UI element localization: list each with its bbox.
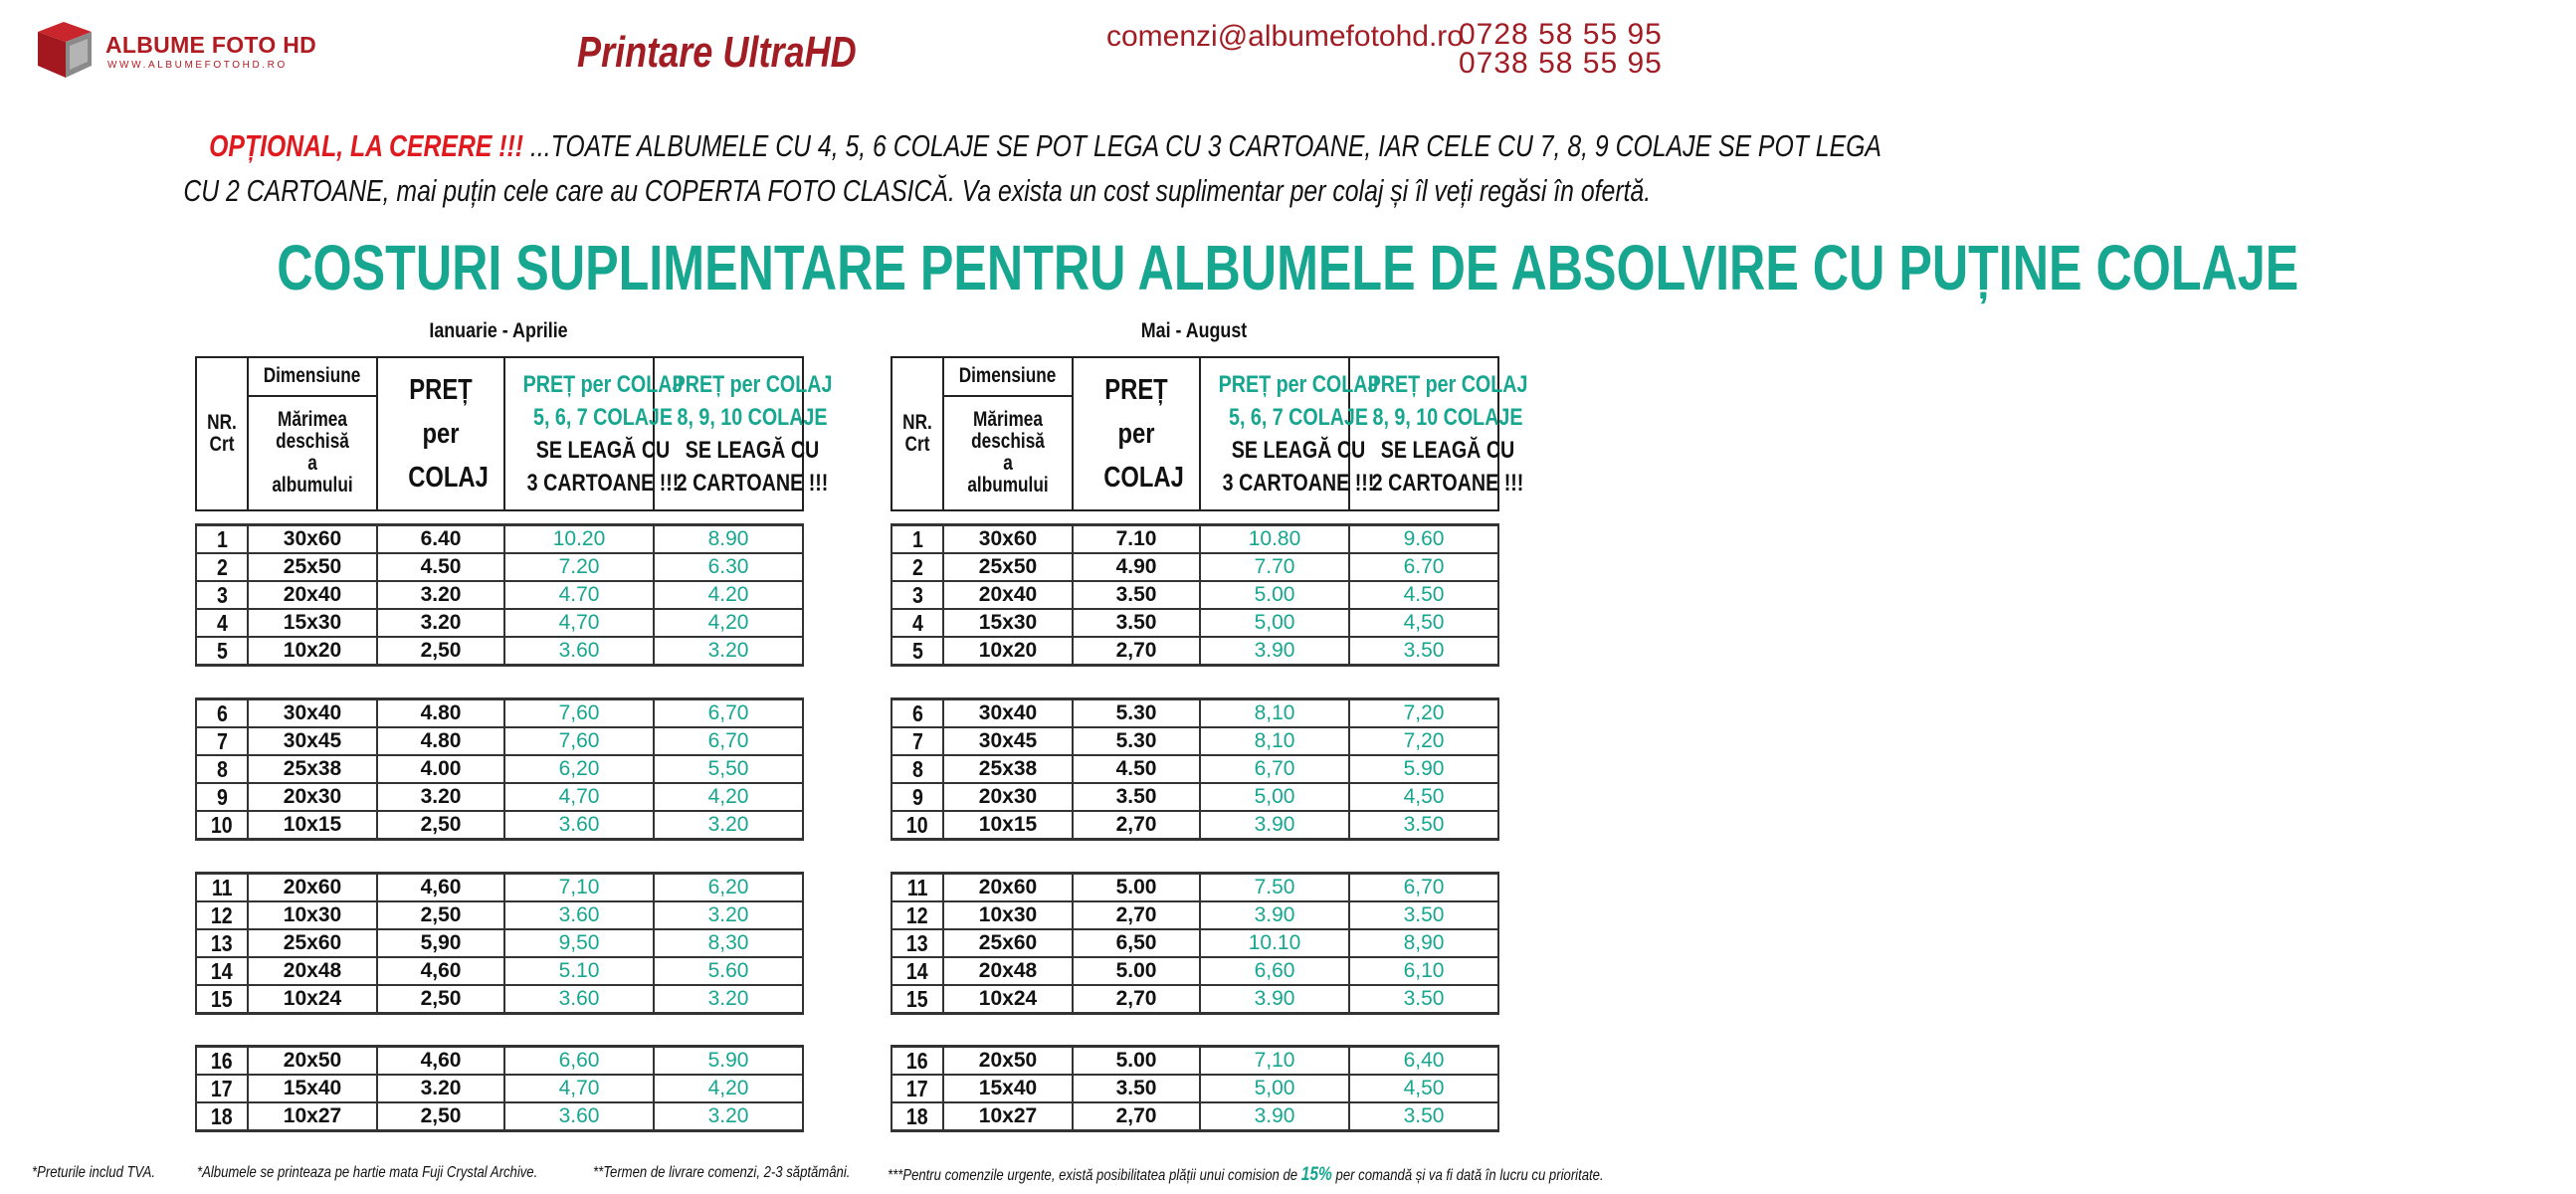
- price-2-boards: 7,20: [1349, 727, 1498, 755]
- price-2-boards: 3.50: [1349, 901, 1498, 929]
- row-number: 6: [196, 699, 248, 728]
- album-size: 20x60: [943, 874, 1073, 902]
- price-3-boards: 3.60: [504, 637, 654, 666]
- price-2-boards: 3.20: [654, 985, 803, 1014]
- row-number: 14: [196, 957, 248, 985]
- price-2-boards: 4,20: [654, 783, 803, 811]
- header-open-size: Mărimea deschisă a albumului: [943, 396, 1073, 511]
- row-number: 1: [196, 525, 248, 554]
- row-group-1: [891, 523, 1499, 667]
- footnote-delivery: **Termen de livrare comenzi, 2-3 săptămâni.: [593, 1164, 851, 1181]
- table-row: [196, 609, 803, 637]
- table-row: [892, 985, 1498, 1014]
- brand-url: WWW.ALBUMEFOTOHD.RO: [107, 60, 288, 71]
- main-title: COSTURI SUPLIMENTARE PENTRU ALBUMELE DE ABSOLVIRE CU PUȚINE COLAJE: [277, 232, 2299, 303]
- price-3-boards: 4,70: [504, 1075, 654, 1102]
- price-2-boards: 4,50: [1349, 783, 1498, 811]
- price-3-boards: 8,10: [1200, 699, 1349, 728]
- header-price-2-boards: PREȚ per COLAJ 8, 9, 10 COLAJE SE LEAGĂ CU 2 CARTOANE !!!: [1349, 357, 1498, 510]
- price-2-boards: 6.30: [654, 553, 803, 581]
- album-size: 15x30: [248, 609, 377, 637]
- table-row: [892, 783, 1498, 811]
- row-number: 12: [892, 901, 943, 929]
- row-group-4: [891, 1045, 1499, 1132]
- price-2-boards: 3.50: [1349, 637, 1498, 666]
- price-3-boards: 10.10: [1200, 929, 1349, 957]
- album-size: 15x30: [943, 609, 1073, 637]
- price-per-collage: 2,70: [1073, 1102, 1200, 1131]
- price-per-collage: 5.30: [1073, 699, 1200, 728]
- album-size: 20x40: [943, 581, 1073, 609]
- price-per-collage: 2,70: [1073, 811, 1200, 840]
- album-size: 25x50: [248, 553, 377, 581]
- table-row: [196, 699, 803, 728]
- price-3-boards: 3.90: [1200, 811, 1349, 840]
- album-size: 25x38: [248, 755, 377, 783]
- price-3-boards: 5,00: [1200, 609, 1349, 637]
- brand-logo: [36, 22, 334, 82]
- table-row: [892, 581, 1498, 609]
- row-number: 3: [196, 581, 248, 609]
- price-2-boards: 8.90: [654, 525, 803, 554]
- price-3-boards: 5,00: [1200, 783, 1349, 811]
- album-size: 15x40: [248, 1075, 377, 1102]
- album-size: 20x30: [248, 783, 377, 811]
- tagline: Printare UltraHD: [577, 28, 857, 77]
- row-number: 3: [892, 581, 943, 609]
- table-row: [196, 929, 803, 957]
- row-group-1: [195, 523, 804, 667]
- price-2-boards: 5.90: [654, 1047, 803, 1076]
- price-per-collage: 2,50: [377, 985, 504, 1014]
- album-size: 10x27: [943, 1102, 1073, 1131]
- price-3-boards: 10.20: [504, 525, 654, 554]
- row-number: 15: [196, 985, 248, 1014]
- price-3-boards: 7,60: [504, 727, 654, 755]
- table-row: [892, 901, 1498, 929]
- price-per-collage: 2,50: [377, 1102, 504, 1131]
- row-number: 4: [196, 609, 248, 637]
- row-number: 8: [892, 755, 943, 783]
- row-number: 16: [892, 1047, 943, 1076]
- row-group-2: [195, 697, 804, 841]
- price-per-collage: 3.20: [377, 783, 504, 811]
- footnote-paper: *Albumele se printeaza pe hartie mata Fuji Crystal Archive.: [197, 1164, 538, 1181]
- table-row: [196, 553, 803, 581]
- album-size: 25x38: [943, 755, 1073, 783]
- price-3-boards: 3.60: [504, 811, 654, 840]
- table-row: [196, 783, 803, 811]
- notice-line-1: ...TOATE ALBUMELE CU 4, 5, 6 COLAJE SE POT LEGA CU 3 CARTOANE, IAR CELE CU 7, 8, 9 COLAJE SE POT LEGA: [523, 128, 1882, 163]
- notice-line-2: CU 2 CARTOANE, mai puțin cele care au COPERTA FOTO CLASICĂ. Va exista un cost suplimentar per colaj și îl veți regăsi în ofertă.: [183, 173, 1652, 208]
- row-group-4: [195, 1045, 804, 1132]
- table-row: [196, 581, 803, 609]
- price-2-boards: 6,20: [654, 874, 803, 902]
- row-number: 5: [892, 637, 943, 666]
- table-row: [892, 1047, 1498, 1076]
- price-3-boards: 7,10: [1200, 1047, 1349, 1076]
- row-number: 13: [892, 929, 943, 957]
- price-3-boards: 3.60: [504, 985, 654, 1014]
- header-dimension: Dimensiune: [248, 357, 377, 396]
- price-2-boards: 3.50: [1349, 985, 1498, 1014]
- price-2-boards: 9.60: [1349, 525, 1498, 554]
- table-row: [196, 957, 803, 985]
- album-size: 10x15: [248, 811, 377, 840]
- album-size: 30x40: [248, 699, 377, 728]
- row-number: 16: [196, 1047, 248, 1076]
- price-2-boards: 6.70: [1349, 553, 1498, 581]
- table-row: [196, 874, 803, 902]
- table-row: [892, 929, 1498, 957]
- row-number: 18: [892, 1102, 943, 1131]
- price-per-collage: 3.50: [1073, 783, 1200, 811]
- row-number: 2: [196, 553, 248, 581]
- price-3-boards: 7,10: [504, 874, 654, 902]
- price-3-boards: 7.70: [1200, 553, 1349, 581]
- price-2-boards: 4,50: [1349, 1075, 1498, 1102]
- price-2-boards: 6,70: [1349, 874, 1498, 902]
- price-3-boards: 4.70: [504, 581, 654, 609]
- row-number: 9: [892, 783, 943, 811]
- row-number: 8: [196, 755, 248, 783]
- row-number: 13: [196, 929, 248, 957]
- price-per-collage: 4.50: [1073, 755, 1200, 783]
- header-price: PREȚ per COLAJ: [1073, 357, 1200, 510]
- album-size: 10x20: [248, 637, 377, 666]
- price-per-collage: 5.30: [1073, 727, 1200, 755]
- price-2-boards: 8,90: [1349, 929, 1498, 957]
- price-per-collage: 4.00: [377, 755, 504, 783]
- price-2-boards: 7,20: [1349, 699, 1498, 728]
- row-number: 17: [196, 1075, 248, 1102]
- header-price: PREȚ per COLAJ: [377, 357, 504, 510]
- album-size: 30x45: [943, 727, 1073, 755]
- table-row: [892, 1075, 1498, 1102]
- row-number: 14: [892, 957, 943, 985]
- header-price-3-boards: PREȚ per COLAJ 5, 6, 7 COLAJE SE LEAGĂ CU 3 CARTOANE !!!: [1200, 357, 1349, 510]
- phone-2[interactable]: 0738 58 55 95: [1459, 47, 1663, 80]
- row-number: 7: [892, 727, 943, 755]
- price-3-boards: 9,50: [504, 929, 654, 957]
- table-row: [196, 637, 803, 666]
- row-number: 1: [892, 525, 943, 554]
- table-row: [196, 985, 803, 1014]
- album-size: 30x60: [248, 525, 377, 554]
- header-price-2-boards: PREȚ per COLAJ 8, 9, 10 COLAJE SE LEAGĂ CU 2 CARTOANE !!!: [654, 357, 803, 510]
- row-number: 15: [892, 985, 943, 1014]
- row-number: 5: [196, 637, 248, 666]
- price-3-boards: 4,70: [504, 783, 654, 811]
- price-3-boards: 3.90: [1200, 1102, 1349, 1131]
- table-header: [195, 356, 833, 511]
- price-per-collage: 6.40: [377, 525, 504, 554]
- price-2-boards: 3.20: [654, 1102, 803, 1131]
- notice-highlight: OPȚIONAL, LA CERERE !!!: [209, 128, 524, 163]
- album-size: 20x48: [943, 957, 1073, 985]
- table-row: [892, 874, 1498, 902]
- price-2-boards: 4,20: [654, 609, 803, 637]
- table-row: [892, 553, 1498, 581]
- row-number: 17: [892, 1075, 943, 1102]
- album-size: 20x50: [943, 1047, 1073, 1076]
- album-size: 30x60: [943, 525, 1073, 554]
- price-per-collage: 2,50: [377, 811, 504, 840]
- price-2-boards: 4.20: [654, 581, 803, 609]
- price-per-collage: 4,60: [377, 874, 504, 902]
- price-2-boards: 4,20: [654, 1075, 803, 1102]
- price-3-boards: 3.60: [504, 1102, 654, 1131]
- table-row: [196, 1047, 803, 1076]
- price-2-boards: 4.50: [1349, 581, 1498, 609]
- contact-email[interactable]: comenzi@albumefotohd.ro: [1106, 20, 1464, 53]
- header-price-3-boards: PREȚ per COLAJ 5, 6, 7 COLAJE SE LEAGĂ CU 3 CARTOANE !!!: [504, 357, 654, 510]
- row-number: 18: [196, 1102, 248, 1131]
- price-per-collage: 3.50: [1073, 609, 1200, 637]
- album-size: 10x30: [943, 901, 1073, 929]
- price-3-boards: 5.10: [504, 957, 654, 985]
- album-size: 10x27: [248, 1102, 377, 1131]
- price-3-boards: 10.80: [1200, 525, 1349, 554]
- row-number: 10: [196, 811, 248, 840]
- season-label: Mai - August: [1140, 319, 1248, 342]
- album-size: 20x60: [248, 874, 377, 902]
- album-size: 10x24: [248, 985, 377, 1014]
- price-2-boards: 3.50: [1349, 811, 1498, 840]
- price-2-boards: 6,70: [654, 727, 803, 755]
- price-2-boards: 3.20: [654, 901, 803, 929]
- price-3-boards: 7.20: [504, 553, 654, 581]
- table-row: [892, 609, 1498, 637]
- season-label: Ianuarie - Aprilie: [429, 319, 568, 342]
- price-per-collage: 3.50: [1073, 1075, 1200, 1102]
- row-number: 4: [892, 609, 943, 637]
- price-per-collage: 2,70: [1073, 985, 1200, 1014]
- price-3-boards: 6,60: [504, 1047, 654, 1076]
- album-size: 25x50: [943, 553, 1073, 581]
- price-per-collage: 3.50: [1073, 581, 1200, 609]
- header-open-size: Mărimea deschisă a albumului: [248, 396, 377, 511]
- price-3-boards: 3.90: [1200, 985, 1349, 1014]
- row-number: 9: [196, 783, 248, 811]
- table-row: [892, 727, 1498, 755]
- row-group-3: [891, 872, 1499, 1015]
- album-size: 30x45: [248, 727, 377, 755]
- row-number: 11: [196, 874, 248, 902]
- table-row: [196, 525, 803, 554]
- price-per-collage: 2,50: [377, 901, 504, 929]
- footnote-vat: *Preturile includ TVA.: [32, 1164, 155, 1181]
- header-nr: NR. Crt: [196, 357, 248, 510]
- table-row: [892, 525, 1498, 554]
- table-row: [196, 1102, 803, 1131]
- album-cube-icon: [36, 22, 96, 78]
- price-2-boards: 3.20: [654, 811, 803, 840]
- album-size: 20x48: [248, 957, 377, 985]
- table-row: [196, 1075, 803, 1102]
- price-per-collage: 2,70: [1073, 901, 1200, 929]
- price-per-collage: 5.00: [1073, 874, 1200, 902]
- row-number: 12: [196, 901, 248, 929]
- price-3-boards: 8,10: [1200, 727, 1349, 755]
- phone-1[interactable]: 0728 58 55 95: [1459, 18, 1663, 51]
- price-3-boards: 6,20: [504, 755, 654, 783]
- price-3-boards: 3.60: [504, 901, 654, 929]
- brand-name: ALBUME FOTO HD: [105, 32, 317, 58]
- price-2-boards: 5.90: [1349, 755, 1498, 783]
- price-per-collage: 2,50: [377, 637, 504, 666]
- row-group-2: [891, 697, 1499, 841]
- price-3-boards: 5.00: [1200, 581, 1349, 609]
- price-per-collage: 3.20: [377, 609, 504, 637]
- price-per-collage: 2,70: [1073, 637, 1200, 666]
- urgent-commission-percent: 15%: [1300, 1164, 1332, 1185]
- price-per-collage: 3.20: [377, 581, 504, 609]
- table-row: [892, 699, 1498, 728]
- price-2-boards: 6,10: [1349, 957, 1498, 985]
- price-per-collage: 7.10: [1073, 525, 1200, 554]
- album-size: 10x24: [943, 985, 1073, 1014]
- price-per-collage: 5,90: [377, 929, 504, 957]
- price-per-collage: 4.80: [377, 727, 504, 755]
- contact-phones: [1459, 20, 1663, 78]
- price-2-boards: 3.20: [654, 637, 803, 666]
- price-2-boards: 8,30: [654, 929, 803, 957]
- price-2-boards: 5,50: [654, 755, 803, 783]
- price-per-collage: 5.00: [1073, 957, 1200, 985]
- table-row: [892, 755, 1498, 783]
- price-3-boards: 6,60: [1200, 957, 1349, 985]
- row-group-3: [195, 872, 804, 1015]
- optional-notice: [0, 123, 1882, 213]
- table-row: [892, 811, 1498, 840]
- album-size: 25x60: [248, 929, 377, 957]
- album-size: 15x40: [943, 1075, 1073, 1102]
- price-per-collage: 4,60: [377, 957, 504, 985]
- price-3-boards: 5,00: [1200, 1075, 1349, 1102]
- price-per-collage: 4.80: [377, 699, 504, 728]
- album-size: 20x30: [943, 783, 1073, 811]
- price-3-boards: 3.90: [1200, 637, 1349, 666]
- price-2-boards: 6,70: [654, 699, 803, 728]
- price-2-boards: 5.60: [654, 957, 803, 985]
- price-2-boards: 3.50: [1349, 1102, 1498, 1131]
- row-number: 10: [892, 811, 943, 840]
- row-number: 11: [892, 874, 943, 902]
- price-3-boards: 6,70: [1200, 755, 1349, 783]
- header-nr: NR. Crt: [892, 357, 943, 510]
- album-size: 20x40: [248, 581, 377, 609]
- table-header: [891, 356, 1528, 511]
- price-3-boards: 3.90: [1200, 901, 1349, 929]
- price-per-collage: 4,60: [377, 1047, 504, 1076]
- album-size: 10x20: [943, 637, 1073, 666]
- table-row: [196, 755, 803, 783]
- footnote-urgent: ***Pentru comenzile urgente, există posibilitatea plății unui comision de 15% per comandă și va fi dată în lucru cu prioritate.: [888, 1164, 1604, 1185]
- price-per-collage: 6,50: [1073, 929, 1200, 957]
- price-per-collage: 4.50: [377, 553, 504, 581]
- price-3-boards: 4,70: [504, 609, 654, 637]
- row-number: 2: [892, 553, 943, 581]
- price-per-collage: 4.90: [1073, 553, 1200, 581]
- price-per-collage: 3.20: [377, 1075, 504, 1102]
- table-row: [196, 811, 803, 840]
- table-row: [892, 1102, 1498, 1131]
- album-size: 10x15: [943, 811, 1073, 840]
- row-number: 6: [892, 699, 943, 728]
- price-2-boards: 4,50: [1349, 609, 1498, 637]
- price-3-boards: 7,60: [504, 699, 654, 728]
- album-size: 20x50: [248, 1047, 377, 1076]
- table-row: [196, 901, 803, 929]
- price-3-boards: 7.50: [1200, 874, 1349, 902]
- table-row: [892, 637, 1498, 666]
- album-size: 25x60: [943, 929, 1073, 957]
- table-row: [892, 957, 1498, 985]
- album-size: 10x30: [248, 901, 377, 929]
- price-2-boards: 6,40: [1349, 1047, 1498, 1076]
- table-row: [196, 727, 803, 755]
- album-size: 30x40: [943, 699, 1073, 728]
- header-dimension: Dimensiune: [943, 357, 1073, 396]
- row-number: 7: [196, 727, 248, 755]
- price-per-collage: 5.00: [1073, 1047, 1200, 1076]
